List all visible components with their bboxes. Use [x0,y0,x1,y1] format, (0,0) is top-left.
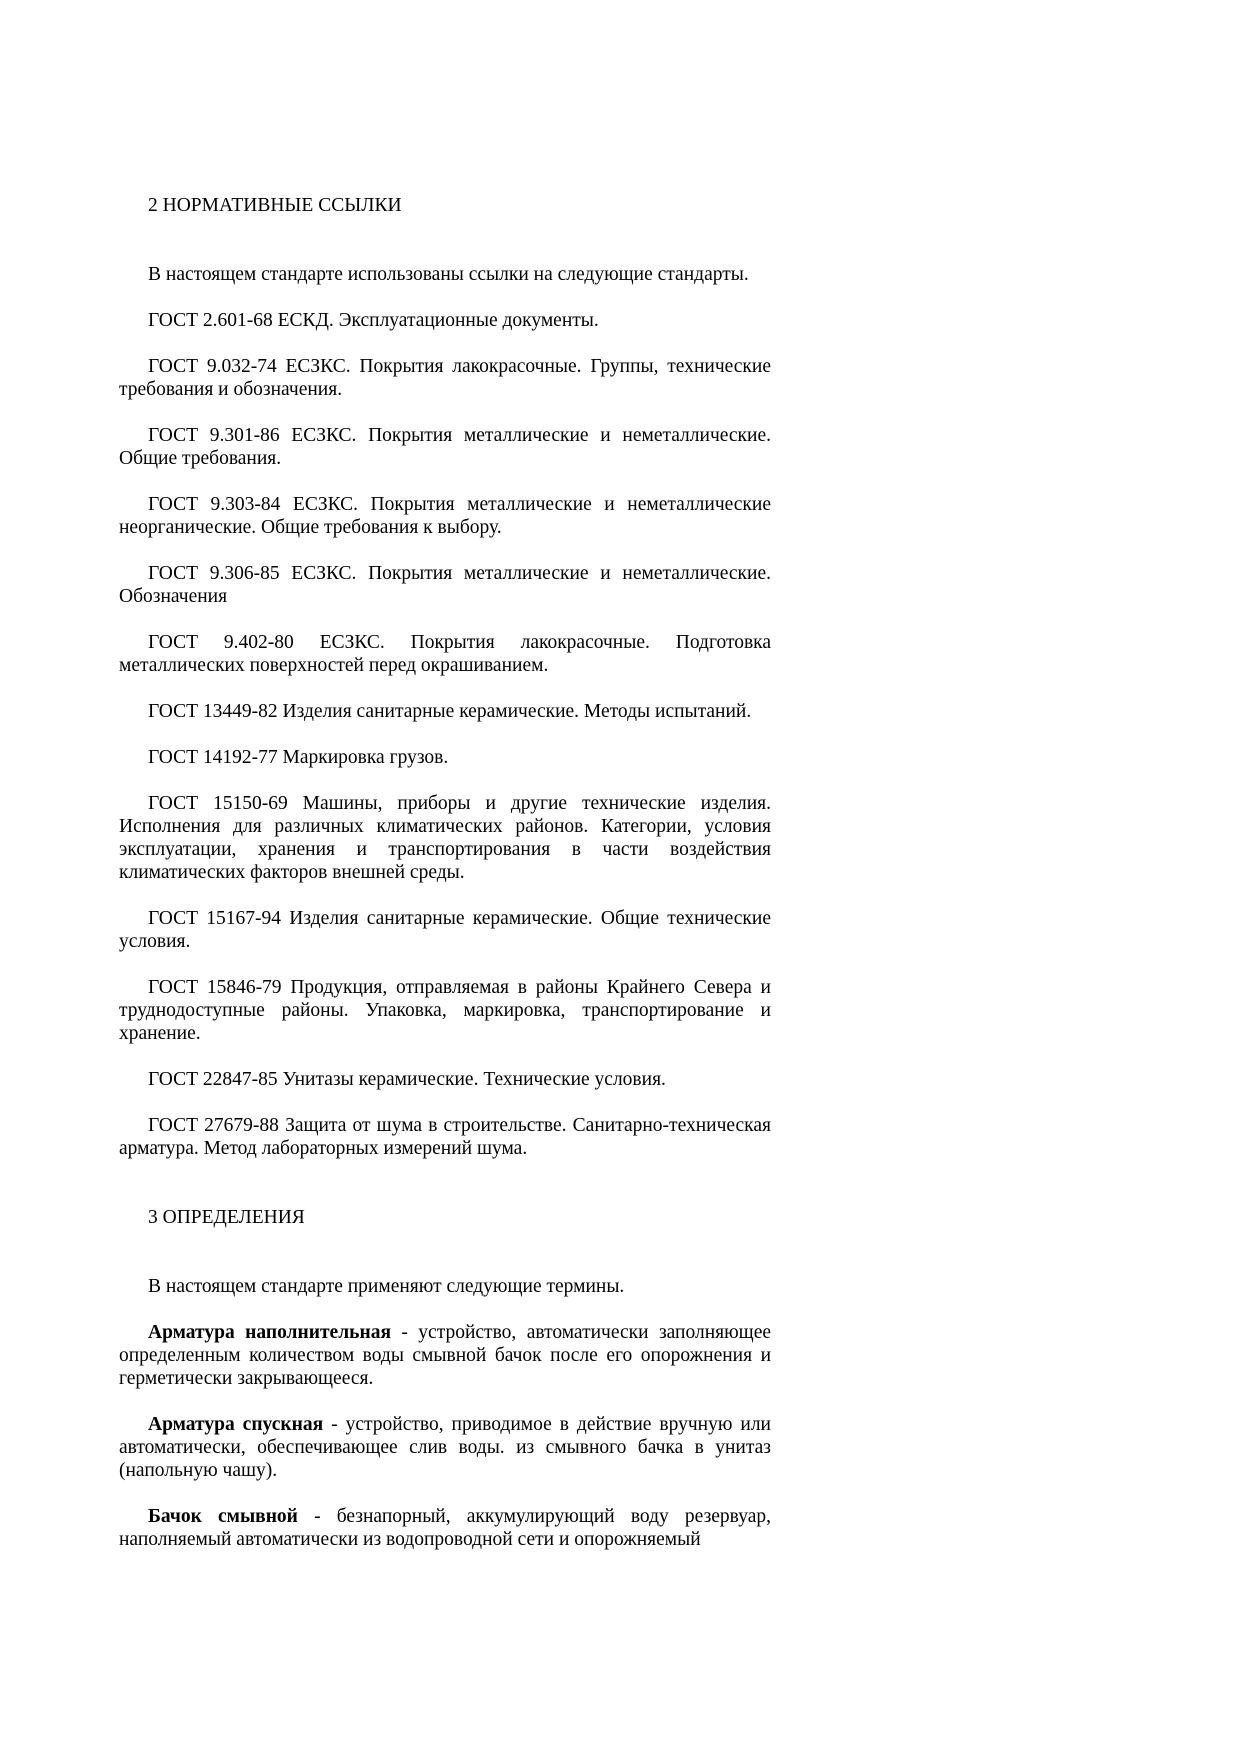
section-2-intro: В настоящем стандарте использованы ссылки на следующие стандарты. [148,264,749,285]
reference-item: ГОСТ 15167-94 Изделия санитарные керамические. Общие технические условия. [119,908,771,952]
reference-item: ГОСТ 9.306-85 ЕСЗКС. Покрытия металлические и неметаллические. Обозначения [119,563,771,607]
section-3-heading: 3 ОПРЕДЕЛЕНИЯ [148,1207,305,1228]
reference-item: ГОСТ 15846-79 Продукция, отправляемая в районы Крайнего Севера и труднодоступные районы. Упаковка, маркировка, транспортирование и хранение. [119,977,771,1044]
reference-item: ГОСТ 13449-82 Изделия санитарные керамические. Методы испытаний. [148,701,752,722]
term-name: Арматура спускная [148,1414,324,1435]
term-text: - устройство, автоматически заполняющее определенным количеством воды смывной бачок после его опорожнения и герметически закрывающееся. [119,1322,771,1389]
reference-item: ГОСТ 2.601-68 ЕСКД. Эксплуатационные документы. [148,310,599,331]
reference-item: ГОСТ 9.303-84 ЕСЗКС. Покрытия металлические и неметаллические неорганические. Общие требования к выбору. [119,494,771,538]
term-definition [119,1321,771,1390]
term-name: Арматура наполнительная [148,1322,391,1343]
reference-item: ГОСТ 22847-85 Унитазы керамические. Технические условия. [148,1069,666,1090]
reference-item: ГОСТ 14192-77 Маркировка грузов. [148,747,449,768]
reference-item: ГОСТ 15150-69 Машины, приборы и другие технические изделия. Исполнения для различных климатических районов. Категории, условия эксплуатации, хранения и транспортирования в части воздействия климатических факторов внешней среды. [119,793,771,883]
term-definition [119,1413,771,1482]
reference-item: ГОСТ 9.402-80 ЕСЗКС. Покрытия лакокрасочные. Подготовка металлических поверхностей перед окрашиванием. [119,632,771,676]
term-text: - устройство, приводимое в действие вручную или автоматически, обеспечивающее слив воды. из смывного бачка в унитаз (напольную чашу). [119,1414,771,1481]
section-2-heading: 2 НОРМАТИВНЫЕ ССЫЛКИ [148,195,402,216]
document-page [119,194,771,1551]
reference-item: ГОСТ 9.301-86 ЕСЗКС. Покрытия металлические и неметаллические. Общие требования. [119,425,771,469]
term-text: - безнапорный, аккумулирующий воду резервуар, наполняемый автоматически из водопроводной сети и опорожняемый [119,1506,771,1550]
reference-item: ГОСТ 27679-88 Защита от шума в строительстве. Санитарно-техническая арматура. Метод лабораторных измерений шума. [119,1115,771,1159]
term-definition [119,1505,771,1551]
reference-item: ГОСТ 9.032-74 ЕСЗКС. Покрытия лакокрасочные. Группы, технические требования и обозначения. [119,356,771,400]
section-3-intro: В настоящем стандарте применяют следующие термины. [148,1276,625,1297]
term-name: Бачок смывной [148,1506,298,1527]
